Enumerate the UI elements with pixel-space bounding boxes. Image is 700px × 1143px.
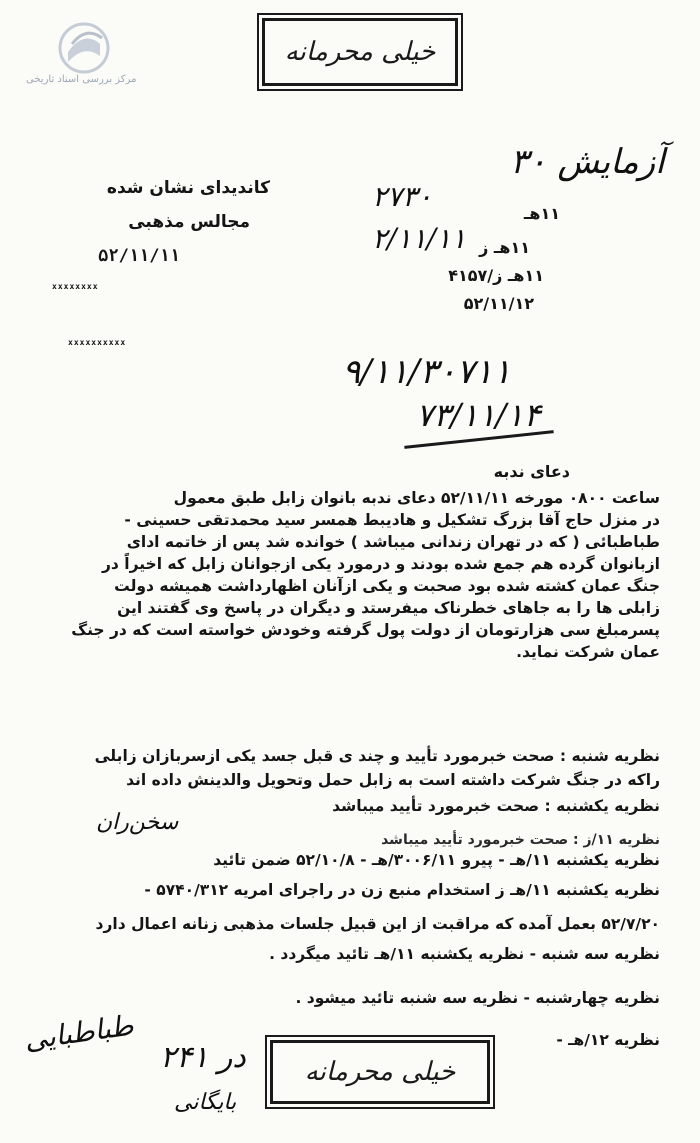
body-line: طباطبائی ( که در تهران زندانی میباشد ) خوانده شد پس از خاتمه ادای (126, 533, 660, 551)
subject-line: کاندیدای نشان شده (106, 178, 270, 198)
handwritten-ref-1: ۳۰ آزمایش (510, 142, 665, 182)
note-line: نظریه سه شنبه - نظریه یکشنبه ۱۱/هـ تائید میگردد . (269, 945, 660, 963)
report-body (42, 488, 660, 664)
note-line: نظریه شنبه : صحت خبرمورد تأیید و چند ی قبل جسد یکی ازسربازان زابلی (94, 747, 660, 765)
ref-number-3: ۱۱هـ ز/۴۱۵۷ (448, 266, 544, 285)
archive-logo-icon (58, 22, 110, 74)
body-line: ساعت ۰۸۰۰ مورخه ۵۲/۱۱/۱۱ دعای ندبه بانوان زابل طبق معمول (173, 489, 660, 507)
header-dots-2: xxxxxxxxxx (68, 338, 127, 347)
handwritten-file-number: ۲۴۱ در (160, 1040, 246, 1075)
note-handwriting: سخن‌ران (96, 810, 179, 835)
note-line: نظریه یکشنبه : صحت خبرمورد تأیید میباشد (332, 797, 660, 815)
handwritten-ref-5: ۷۳/۱۱/۱۴ (416, 396, 541, 434)
handwritten-ref-3: ۲/۱۱/۱۱ (372, 222, 467, 255)
body-line: پسرمبلغ سی هزارتومان از دولت پول گرفته وخودش خواسته است که در جنگ (71, 621, 660, 639)
body-line: زابلی ها را به جاهای خطرناک میفرستد و دیگران در پاسخ وی گفتند این (117, 599, 660, 617)
note-line: نظریه چهارشنبه - نظریه سه شنبه تائید میشود . (295, 989, 660, 1007)
header-dots-1: xxxxxxxx (52, 282, 99, 291)
archive-name: مرکز بررسی اسناد تاریخی (26, 74, 137, 85)
body-line: جنگ عمان کشته شده بود صحبت و یکی ازآنان اظهارداشت همیشه دولت (114, 577, 660, 595)
note-overlay: نظریه ۱۱/ز : صحت خبرمورد تأیید میباشد (381, 832, 660, 848)
document-title: دعای ندبه (493, 462, 570, 481)
handwritten-ref-4: ۹/۱۱/۳۰۷۱۱ (342, 352, 512, 392)
ref-number-2: ۱۱هـ ز (479, 238, 530, 257)
classification-stamp-bottom: خیلی محرمانه (270, 1040, 490, 1104)
body-line: ازبانوان گرده هم جمع شده بودند و درمورد یکی ازجوانان زابل که اخیراً در (101, 555, 660, 573)
ref-date: ۵۲/۱۱/۱۲ (463, 294, 534, 313)
archive-logo (58, 22, 110, 74)
ref-number-1: ۱۱هـ (523, 204, 560, 223)
note-line: راکه در جنگ شرکت داشته است به زابل حمل وتحویل والدینش داده اند (126, 771, 660, 789)
header-date: ۵۲/۱۱/۱۱ (98, 246, 180, 266)
handwritten-archive-note: بایگانی (174, 1090, 237, 1115)
note-line: نظریه ۱۲/هـ - (556, 1031, 660, 1049)
note-line: ۵۲/۷/۲۰ بعمل آمده که مراقبت از این قبیل جلسات مذهبی زنانه اعمال دارد (95, 915, 660, 933)
body-line: در منزل حاج آقا بزرگ تشکیل و هادیبط همسر سید محمدتقی حسینی - (124, 511, 660, 529)
handwritten-ref-2: ۲۷۳۰ (372, 180, 433, 213)
category-line: مجالس مذهبی (128, 212, 250, 232)
classification-stamp-top: خیلی محرمانه (262, 18, 458, 86)
note-line: نظریه یکشنبه ۱۱/هـ - پیرو ۳۰۰۶/۱۱/هـ - ۵۲/۱۰/۸ ضمن تائید (213, 851, 660, 869)
note-line: نظریه یکشنبه ۱۱/هـ ز استخدام منبع زن در راجرای امریه ۵۷۴۰/۳۱۲ - (144, 881, 660, 899)
body-line: عمان شرکت نماید. (516, 643, 660, 661)
signature: طباطبایی (22, 1008, 136, 1057)
